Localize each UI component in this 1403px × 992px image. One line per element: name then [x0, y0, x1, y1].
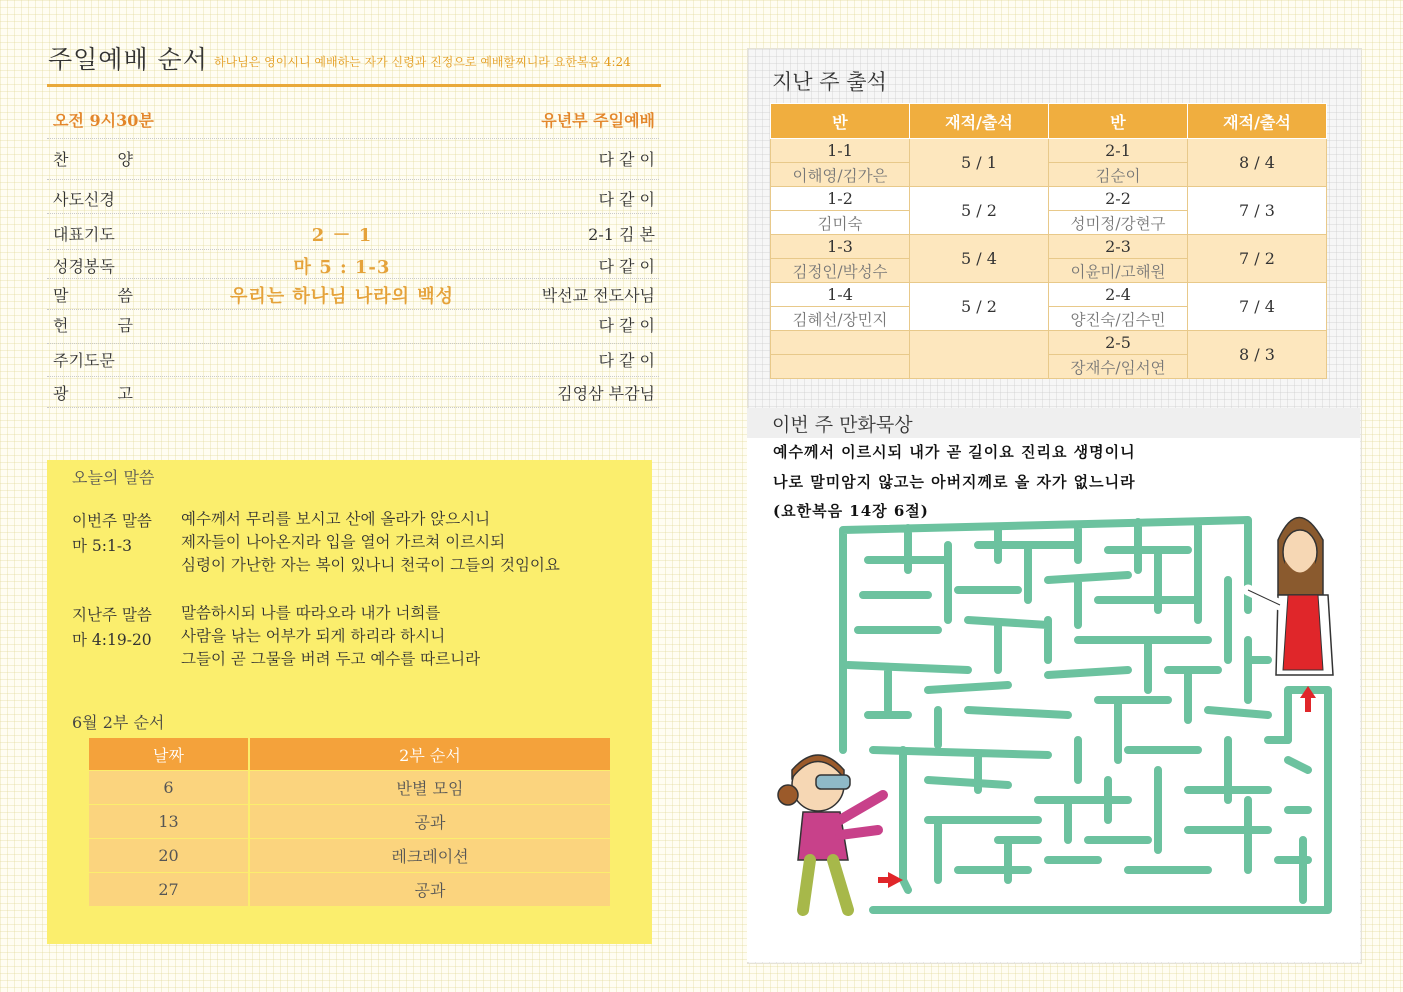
order-row — [47, 187, 659, 214]
service-time: 오전 9시30분 — [53, 111, 154, 130]
cartoon-title: 이번 주 만화묵상 — [772, 414, 913, 436]
service-dept: 유년부 주일예배 — [541, 111, 655, 130]
teacher-names: 이윤미/고해원 — [1049, 259, 1188, 283]
order-row — [47, 222, 659, 250]
class-count: 5 / 2 — [910, 283, 1049, 331]
schedule-header-row — [89, 738, 610, 771]
table-row — [89, 839, 610, 873]
att-header: 반 — [771, 104, 910, 139]
order-leader: 2-1 김 본 — [588, 225, 655, 244]
attendance-header-row — [771, 104, 1327, 139]
title-divider — [47, 84, 661, 87]
class-count: 8 / 4 — [1188, 139, 1327, 187]
last-week-ref: 마 4:19-20 — [72, 631, 152, 649]
jesus-icon — [1248, 518, 1333, 676]
order-item: 말 씀 — [53, 286, 155, 305]
cartoon-line: 나로 말미암지 않고는 아버지께로 올 자가 없느니라 — [773, 473, 1136, 491]
order-row — [47, 147, 659, 180]
class-no: 2-2 — [1049, 187, 1188, 211]
class-no: 1-2 — [771, 187, 910, 211]
last-week-text: 말씀하시되 나를 따라오라 내가 너희를 사람을 낚는 어부가 되게 하리라 하시니 그들이 곧 그물을 버려 두고 예수를 따르니라 — [181, 604, 481, 668]
schedule-date: 6 — [89, 771, 249, 805]
order-leader: 박선교 전도사님 — [541, 286, 655, 305]
cartoon-line: (요한복음 14장 6절) — [773, 502, 929, 520]
order-item: 찬 양 — [53, 150, 155, 169]
teacher-names: 양진숙/김수민 — [1049, 307, 1188, 331]
order-leader: 다 같 이 — [598, 150, 655, 169]
order-leader: 다 같 이 — [598, 351, 655, 370]
order-row — [47, 254, 659, 279]
teacher-names: 김순이 — [1049, 163, 1188, 187]
order-item: 광 고 — [53, 384, 155, 403]
schedule-date: 27 — [89, 873, 249, 907]
theme-verse: 하나님은 영이시니 예배하는 자가 신령과 진정으로 예배할찌니라 요한복음 4:24 — [214, 55, 631, 69]
class-no: 1-1 — [771, 139, 910, 163]
order-item: 성경봉독 — [53, 257, 115, 276]
schedule-header: 2부 순서 — [249, 738, 610, 771]
attendance-table — [770, 103, 1327, 379]
teacher-names: 김혜선/장민지 — [771, 307, 910, 331]
order-row — [47, 313, 659, 344]
table-row — [771, 187, 1327, 211]
teacher-names — [771, 355, 910, 379]
schedule-item: 공과 — [249, 805, 610, 839]
page-title: 주일예배 순서 — [48, 45, 208, 74]
table-row — [771, 331, 1327, 355]
girl-icon — [778, 755, 883, 910]
this-week-label: 이번주 말씀 — [72, 512, 152, 530]
schedule-title: 6월 2부 순서 — [72, 713, 165, 732]
table-row — [89, 805, 610, 839]
order-item: 대표기도 — [53, 225, 115, 244]
class-no: 2-4 — [1049, 283, 1188, 307]
order-leader: 다 같 이 — [598, 190, 655, 209]
order-row — [47, 348, 659, 377]
teacher-names: 성미정/강현구 — [1049, 211, 1188, 235]
order-row — [47, 283, 659, 310]
teacher-names: 김정인/박성수 — [771, 259, 910, 283]
teacher-names: 김미숙 — [771, 211, 910, 235]
att-header: 재적/출석 — [1188, 104, 1327, 139]
schedule-date: 13 — [89, 805, 249, 839]
schedule-item: 공과 — [249, 873, 610, 907]
table-row — [89, 771, 610, 805]
maze-illustration — [748, 500, 1360, 940]
this-week-ref: 마 5:1-3 — [72, 537, 132, 555]
cartoon-line: 예수께서 이르시되 내가 곧 길이요 진리요 생명이니 — [773, 443, 1136, 461]
order-item: 헌 금 — [53, 316, 155, 335]
class-count: 7 / 2 — [1188, 235, 1327, 283]
table-row — [771, 235, 1327, 259]
class-count: 7 / 3 — [1188, 187, 1327, 235]
class-no: 1-3 — [771, 235, 910, 259]
class-no: 2-3 — [1049, 235, 1188, 259]
att-header: 반 — [1049, 104, 1188, 139]
order-item: 사도신경 — [53, 190, 115, 209]
last-week-label: 지난주 말씀 — [72, 606, 152, 624]
order-item: 주기도문 — [53, 351, 115, 370]
class-count: 7 / 4 — [1188, 283, 1327, 331]
table-row — [771, 283, 1327, 307]
class-count: 5 / 1 — [910, 139, 1049, 187]
word-title: 오늘의 말씀 — [72, 468, 155, 487]
table-row — [771, 139, 1327, 163]
service-header-row — [47, 108, 659, 139]
class-count: 5 / 2 — [910, 187, 1049, 235]
this-week-text: 예수께서 무리를 보시고 산에 올라가 앉으시니 제자들이 나아온지라 입을 열어 가르쳐 이르시되 심령이 가난한 자는 복이 있나니 천국이 그들의 것임이요 — [181, 510, 560, 574]
attendance-title: 지난 주 출석 — [772, 70, 887, 94]
schedule-table — [89, 738, 610, 906]
order-leader: 다 같 이 — [598, 316, 655, 335]
teacher-names: 이해영/김가은 — [771, 163, 910, 187]
schedule-date: 20 — [89, 839, 249, 873]
class-count — [910, 331, 1049, 379]
class-no: 2-5 — [1049, 331, 1188, 355]
order-row — [47, 381, 659, 408]
maze — [843, 520, 1328, 910]
class-no — [771, 331, 910, 355]
class-no: 2-1 — [1049, 139, 1188, 163]
schedule-item: 레크레이션 — [249, 839, 610, 873]
schedule-item: 반별 모임 — [249, 771, 610, 805]
order-leader: 김영삼 부감님 — [557, 384, 655, 403]
order-content: 마 5 : 1-3 — [293, 257, 391, 278]
table-row — [89, 873, 610, 907]
order-content: 우리는 하나님 나라의 백성 — [229, 286, 455, 307]
order-content: 2 － 1 — [311, 225, 373, 246]
teacher-names: 장재수/임서연 — [1049, 355, 1188, 379]
schedule-header: 날짜 — [89, 738, 249, 771]
att-header: 재적/출석 — [910, 104, 1049, 139]
class-no: 1-4 — [771, 283, 910, 307]
order-leader: 다 같 이 — [598, 257, 655, 276]
class-count: 5 / 4 — [910, 235, 1049, 283]
class-count: 8 / 3 — [1188, 331, 1327, 379]
